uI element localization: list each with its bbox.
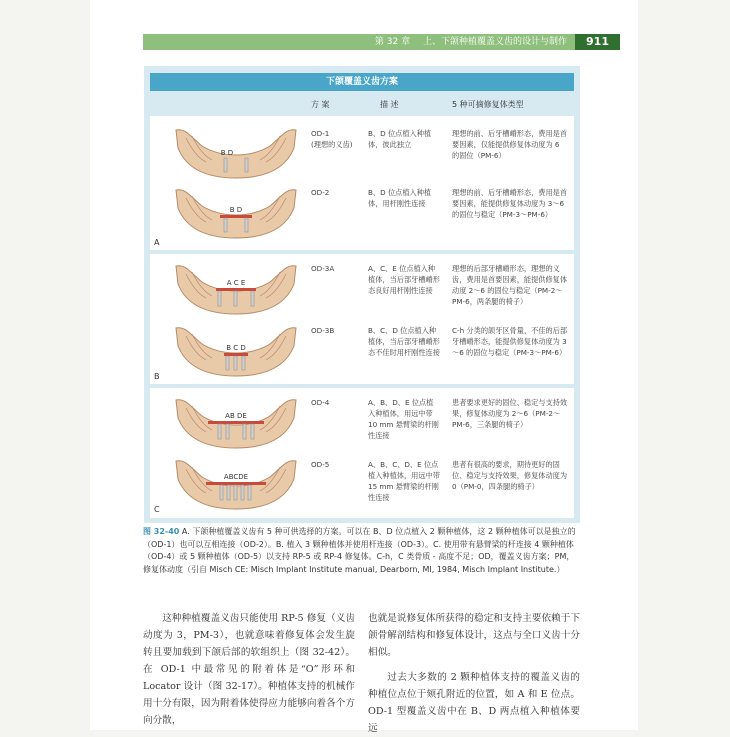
type-od3a: 理想的后部牙槽嵴形态，理想的义齿，费用是首要因素，能提供修复体动度 2～6 的固位与稳定（PM-2～PM-6，两条腿的椅子） (452, 264, 568, 306)
plan-od4: OD-4 (311, 398, 330, 407)
jaw-diagram-od3b (172, 322, 300, 380)
jaw-diagram-od4 (172, 394, 300, 452)
description-od2: B、D 位点植入种植体，用杆刚性连接 (368, 188, 432, 208)
description-od4: A、B、D、E 位点植入种植体，用远中带 10 mm 悬臂梁的杆刚性连接 (368, 398, 439, 440)
type-od4: 患者要求更好的固位、稳定与支持效果，修复体动度为 2～6（PM-2～PM-6，三条腿的椅子） (452, 398, 568, 429)
body-right-paragraph-2: 过去大多数的 2 颗种植体支持的覆盖义齿的种植位点位于颏孔附近的位置，如 A 和 E 位点。OD-1 型覆盖义齿中在 B、D 两点植入种植体要远 (368, 672, 580, 734)
jaw-diagram-od5 (172, 455, 300, 513)
implant-label-od5: ABCDE (223, 473, 249, 481)
column-header-plan: 方 案 (311, 100, 330, 109)
column-header-description: 描 述 (380, 100, 399, 109)
type-od5: 患者有很高的要求，期待更好的固位、稳定与支持效果，修复体动度为 0（PM-0，四条腿的椅子） (452, 460, 568, 491)
body-right-paragraph-1: 也就是说修复体所获得的稳定和支持主要依赖于下颌骨解剖结构和修复体设计，这点与全口义齿十分相似。 (368, 613, 580, 658)
plan-od5: OD-5 (311, 460, 330, 469)
plan-od1: OD-1 (理想的义齿) (311, 129, 353, 149)
chapter-label: 第 32 章 (374, 37, 411, 47)
panel-letter-b: B (154, 372, 160, 381)
implant-label-od4: AB DE (225, 412, 247, 420)
jaw-diagram-od2 (172, 184, 300, 242)
implant-label-od3b: B C D (226, 344, 246, 352)
body-left-column: 这种种植覆盖义齿只能使用 RP-5 修复（义齿动度为 3，PM-3），也就意味着修复体会发生旋转且要加载到下颌后部的软组织上（图 32-42）。在 OD-1 中最常见的附着体是“O”形环和 Locator 设计（图 32-17）。种植体支持的机械作用十分有限，因为附着体使得应力能够向着各个方向分散， (143, 613, 355, 726)
figure-title: 下颌覆盖义齿方案 (150, 73, 574, 91)
type-od2: 理想的前、后牙槽嵴形态，费用是首要因素，能提供修复体动度为 3～6 的固位与稳定（PM-3～PM-6） (452, 188, 568, 219)
plan-od3b: OD-3B (311, 326, 335, 335)
jaw-diagram-od1 (172, 124, 300, 182)
figure-caption (143, 526, 577, 576)
plan-od3a: OD-3A (311, 264, 335, 273)
column-header-type: 5 种可摘修复体类型 (452, 100, 524, 109)
page-number: 911 (575, 34, 620, 50)
description-od3a: A、C、E 位点植入种植体，当后部牙槽嵴形态良好用杆刚性连接 (368, 264, 440, 295)
jaw-diagram-od3a (172, 260, 300, 318)
plan-od2: OD-2 (311, 188, 330, 197)
description-od5: A、B、C、D、E 位点植入种植体，用远中带 15 mm 悬臂梁的杆刚性连接 (368, 460, 440, 502)
chapter-title: 上、下颌种植覆盖义齿的设计与制作 (422, 37, 567, 47)
implant-label-od2: B D (229, 206, 243, 214)
type-od3b: C-h 分类的颌牙区骨量，不佳的后部牙槽嵴形态，能提供修复体动度为 3～6 的固位与稳定（PM-3～PM-6） (452, 326, 568, 357)
panel-letter-c: C (154, 505, 160, 514)
caption-text: A. 下颌种植覆盖义齿有 5 种可供选择的方案。可以在 B、D 位点植入 2 颗种植体，这 2 颗种植体可以是独立的（OD-1）也可以互相连接（OD-2）。B. 植入 3 颗种植体并使用杆连接（OD-3）。C. 使用带有悬臂梁的杆连接 4 颗种植体（OD-4）或 5 颗种植体（OD-5）以支持 RP-5 或 RP-4 修复体。C-h，C 类骨质 - 高度不足；OD，覆盖义齿方案；PM，修复体动度（引自 Misch CE: Misch Implant Institute manual, Dearborn, MI, 1984, Misch Implant Institute.） (143, 527, 576, 574)
caption-figure-number: 图 32-40 (143, 527, 180, 536)
running-header (143, 34, 575, 50)
type-od1: 理想的前、后牙槽嵴形态，费用是首要因素，仅能提供修复体动度为 6 的固位（PM-6） (452, 129, 568, 160)
description-od3b: B、C、D 位点植入种植体，当后部牙槽嵴形态不佳时用杆刚性连接 (368, 326, 440, 357)
panel-letter-a: A (154, 238, 160, 247)
implant-label-od3a: A C E (226, 279, 246, 287)
body-right-column (368, 610, 580, 737)
description-od1: B、D 位点植入种植体，彼此独立 (368, 129, 432, 149)
implant-label-od1: B D (220, 149, 234, 157)
